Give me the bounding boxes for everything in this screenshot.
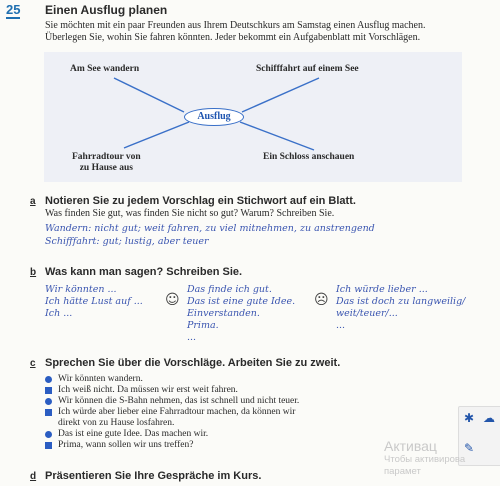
dialogue-text: Wir könnten wandern. xyxy=(58,374,143,384)
section-a-subtitle: Was finden Sie gut, was finden Sie nicht so gut? Warum? Schreiben Sie. xyxy=(45,208,335,219)
section-d-letter: d xyxy=(30,471,37,482)
dialogue-list xyxy=(45,374,375,451)
phrases-disagree xyxy=(336,284,465,332)
dialogue-line xyxy=(45,374,375,385)
dialogue-line xyxy=(45,429,375,440)
dialogue-line xyxy=(45,385,375,396)
exercise-title: Einen Ausflug planen xyxy=(45,3,168,17)
fahrradtour-line-1: Fahrradtour von xyxy=(72,152,141,162)
dialogue-text: direkt von zu Hause losfahren. xyxy=(58,418,175,428)
mindmap-center: Ausflug xyxy=(184,108,244,126)
phrase-item: Ich ... xyxy=(45,308,73,319)
watermark-line-2: парамет xyxy=(384,466,421,477)
exercise-number: 25 xyxy=(6,2,21,17)
dialogue-text: Prima, wann sollen wir uns treffen? xyxy=(58,440,194,450)
phrase-item: ... xyxy=(187,332,197,343)
mindmap-node-schloss: Ein Schloss anschauen xyxy=(263,152,355,162)
intro-line-2: Überlegen Sie, wohin Sie fahren könnten. Jeder bekommt ein Aufgabenblatt mit Vorschlägen. xyxy=(45,32,421,43)
mindmap-node-see: Am See wandern xyxy=(70,64,140,74)
dialogue-text: Wir können die S-Bahn nehmen, das ist schnell und nicht teuer. xyxy=(58,396,300,406)
section-d-title: Präsentieren Sie Ihre Gespräche im Kurs. xyxy=(45,470,262,482)
phrase-item: Ich hätte Lust auf ... xyxy=(45,296,143,307)
bullet-square-icon xyxy=(45,387,52,394)
dialogue-line xyxy=(45,440,375,451)
section-a-answer-1: Wandern: nicht gut; weit fahren, zu viel mitnehmen, zu anstrengend xyxy=(45,223,375,234)
section-a-title: Notieren Sie zu jedem Vorschlag ein Stichwort auf ein Blatt. xyxy=(45,195,356,207)
phrase-item: Das ist eine gute Idee. xyxy=(187,296,296,307)
phrase-item: Einverstanden. xyxy=(187,308,260,319)
smiley-sad-icon: ☹ xyxy=(314,292,329,308)
intro-line-1: Sie möchten mit ein paar Freunden aus Ihrem Deutschkurs am Samstag einen Ausflug machen. xyxy=(45,20,426,31)
phrases-agree xyxy=(187,284,295,344)
phrase-item: Das ist doch zu langweilig/ xyxy=(336,296,466,307)
phrase-item: Ich würde lieber ... xyxy=(336,284,428,295)
section-a-answer-2: Schifffahrt: gut; lustig, aber teuer xyxy=(45,236,209,247)
smiley-happy-icon: ☺ xyxy=(165,292,180,308)
phrases-suggest xyxy=(45,284,143,320)
section-b-letter: b xyxy=(30,267,37,278)
dialogue-text: Das ist eine gute Idee. Das machen wir. xyxy=(58,429,209,439)
pen-icon[interactable]: ✎ xyxy=(464,441,475,455)
dialogue-line xyxy=(45,396,375,407)
dialogue-text: Ich weiß nicht. Da müssen wir erst weit fahren. xyxy=(58,385,238,395)
phrase-item: weit/teuer/... xyxy=(336,308,398,319)
section-c-title: Sprechen Sie über die Vorschläge. Arbeiten Sie zu zweit. xyxy=(45,357,341,369)
watermark-line-1: Чтобы активирова xyxy=(384,454,466,465)
mindmap-node-fahrradtour xyxy=(72,152,141,174)
phrase-item: Prima. xyxy=(187,320,219,331)
bluetooth-icon[interactable]: ✱ xyxy=(464,411,475,425)
bullet-square-icon xyxy=(45,409,52,416)
bullet-circle-icon xyxy=(45,376,52,383)
mindmap-node-schifffahrt: Schifffahrt auf einem See xyxy=(256,64,359,74)
section-a-letter: a xyxy=(30,196,36,207)
watermark-title: Активац xyxy=(384,438,437,454)
phrase-item: Wir könnten ... xyxy=(45,284,117,295)
section-c-letter: c xyxy=(30,358,36,369)
exercise-intro xyxy=(45,20,495,44)
dialogue-text: Ich würde aber lieber eine Fahrradtour machen, da können wir xyxy=(58,407,296,417)
mindmap xyxy=(44,52,462,182)
cloud-icon[interactable]: ☁ xyxy=(483,411,495,425)
bullet-square-icon xyxy=(45,442,52,449)
phrase-item: ... xyxy=(336,320,346,331)
bullet-circle-icon xyxy=(45,431,52,438)
fahrradtour-line-2: zu Hause aus xyxy=(79,163,134,173)
bullet-circle-icon xyxy=(45,398,52,405)
dialogue-line xyxy=(45,418,375,429)
dialogue-line xyxy=(45,407,375,418)
section-b-title: Was kann man sagen? Schreiben Sie. xyxy=(45,266,243,278)
activation-watermark xyxy=(384,438,500,478)
phrase-item: Das finde ich gut. xyxy=(187,284,272,295)
